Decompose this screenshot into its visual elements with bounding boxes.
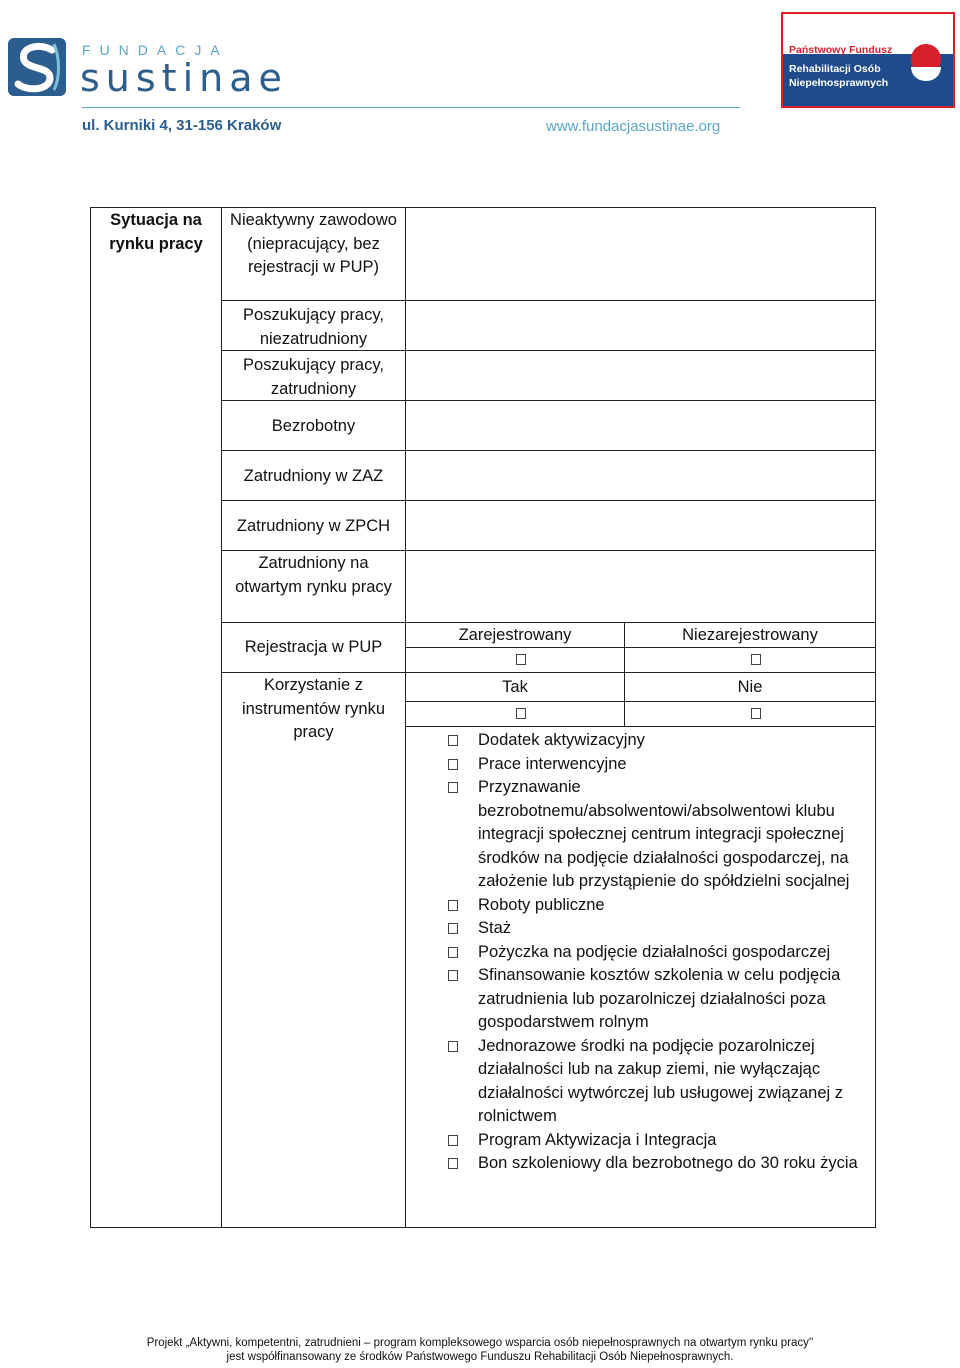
pfron-logo: [781, 12, 955, 108]
row-label-poszukujacy-niezatrudniony: Poszukujący pracy, niezatrudniony: [243, 306, 384, 348]
sustinae-logo-mark: [8, 38, 66, 96]
instrument-item: [446, 894, 866, 918]
row-label-bezrobotny: Bezrobotny: [271, 417, 356, 435]
instrument-checkbox[interactable]: [448, 970, 458, 981]
instrument-checkbox[interactable]: [448, 1158, 458, 1169]
checkbox-niezarejestrowany[interactable]: [751, 654, 761, 665]
footer-line2: jest współfinansowany ze środków Państwowego Funduszu Rehabilitacji Osób Niepełnosprawnych.: [226, 1351, 734, 1363]
fundacja-label: FUNDACJA: [82, 42, 229, 58]
instrument-item: [446, 1152, 866, 1176]
instrument-checkbox[interactable]: [448, 735, 458, 746]
instrument-item: [446, 1035, 866, 1129]
header-address: ul. Kurniki 4, 31-156 Kraków: [82, 117, 282, 134]
checkbox-zarejestrowany[interactable]: [516, 654, 526, 665]
instrument-checkbox[interactable]: [448, 947, 458, 958]
instrument-item: [446, 1129, 866, 1153]
row-label-instrumenty: Korzystanie z instrumentów rynku pracy: [241, 676, 386, 741]
instrument-checkbox[interactable]: [448, 782, 458, 793]
instrument-label: Sfinansowanie kosztów szkolenia w celu podjęcia zatrudnienia lub pozarolniczej działalności poza gospodarstwem rolnym: [478, 966, 841, 1031]
header-website[interactable]: www.fundacjasustinae.org: [546, 118, 721, 135]
instrument-label: Przyznawanie bezrobotnemu/absolwentowi/absolwentowi klubu integracji społecznej centrum integracji społecznej środków na podjęcie działalności gospodarczej, na założenie lub przystąpienie do spółdzielni socjalnej: [478, 778, 850, 890]
instrument-item: [446, 729, 866, 753]
instrument-label: Dodatek aktywizacyjny: [478, 731, 645, 749]
row-label-nieaktywny: Nieaktywny zawodowo (niepracujący, bez rejestracji w PUP): [230, 211, 397, 276]
row-label-otwarty-rynek: Zatrudniony na otwartym rynku pracy: [235, 554, 392, 596]
pfron-line3: Niepełnosprawnych: [789, 77, 889, 89]
instrument-label: Prace interwencyjne: [478, 754, 627, 773]
instrument-label: Program Aktywizacja i Integracja: [478, 1130, 717, 1149]
row-label-rejestracja-pup: Rejestracja w PUP: [244, 638, 383, 656]
instrument-label: Roboty publiczne: [478, 895, 605, 914]
instrument-checkbox[interactable]: [448, 923, 458, 934]
option-niezarejestrowany: Niezarejestrowany: [682, 626, 818, 644]
instrument-item: [446, 941, 866, 965]
brand-name: sustinae: [80, 56, 288, 100]
pfron-line2: Rehabilitacji Osób: [789, 63, 881, 75]
instrument-item: [446, 917, 866, 941]
instrument-label: Pożyczka na podjęcie działalności gospodarczej: [478, 942, 831, 961]
checkbox-nie[interactable]: [751, 708, 761, 719]
instrument-checkbox[interactable]: [448, 1135, 458, 1146]
instrument-label: Bon szkoleniowy dla bezrobotnego do 30 roku życia: [478, 1154, 858, 1172]
option-tak: Tak: [502, 678, 528, 696]
row-label-zaz: Zatrudniony w ZAZ: [243, 467, 384, 485]
section-title: Sytuacja na rynku pracy: [109, 211, 203, 253]
instrument-item: [446, 753, 866, 777]
pfron-line1: Państwowy Fundusz: [789, 44, 893, 56]
row-label-poszukujacy-zatrudniony: Poszukujący pracy, zatrudniony: [243, 356, 384, 398]
row-label-zpch: Zatrudniony w ZPCH: [236, 517, 391, 535]
instrument-checkbox[interactable]: [448, 900, 458, 911]
instrument-checkbox[interactable]: [448, 1041, 458, 1052]
instruments-list: [446, 729, 866, 1176]
footer-line1: Projekt „Aktywni, kompetentni, zatrudnieni – program kompleksowego wsparcia osób niepełnosprawnych na otwartym rynku pracy'': [146, 1337, 814, 1349]
option-nie: Nie: [737, 678, 763, 696]
option-zarejestrowany: Zarejestrowany: [458, 626, 572, 644]
instrument-item: [446, 776, 866, 894]
checkbox-tak[interactable]: [516, 708, 526, 719]
instrument-item: [446, 964, 866, 1035]
header-divider: [82, 107, 740, 108]
instrument-label: Jednorazowe środki na podjęcie pozarolniczej działalności lub na zakup ziemi, nie wyłączając działalności wytwórczej lub usługowej związanej z rolnictwem: [478, 1036, 843, 1125]
instrument-checkbox[interactable]: [448, 759, 458, 770]
instrument-label: Staż: [478, 919, 512, 937]
